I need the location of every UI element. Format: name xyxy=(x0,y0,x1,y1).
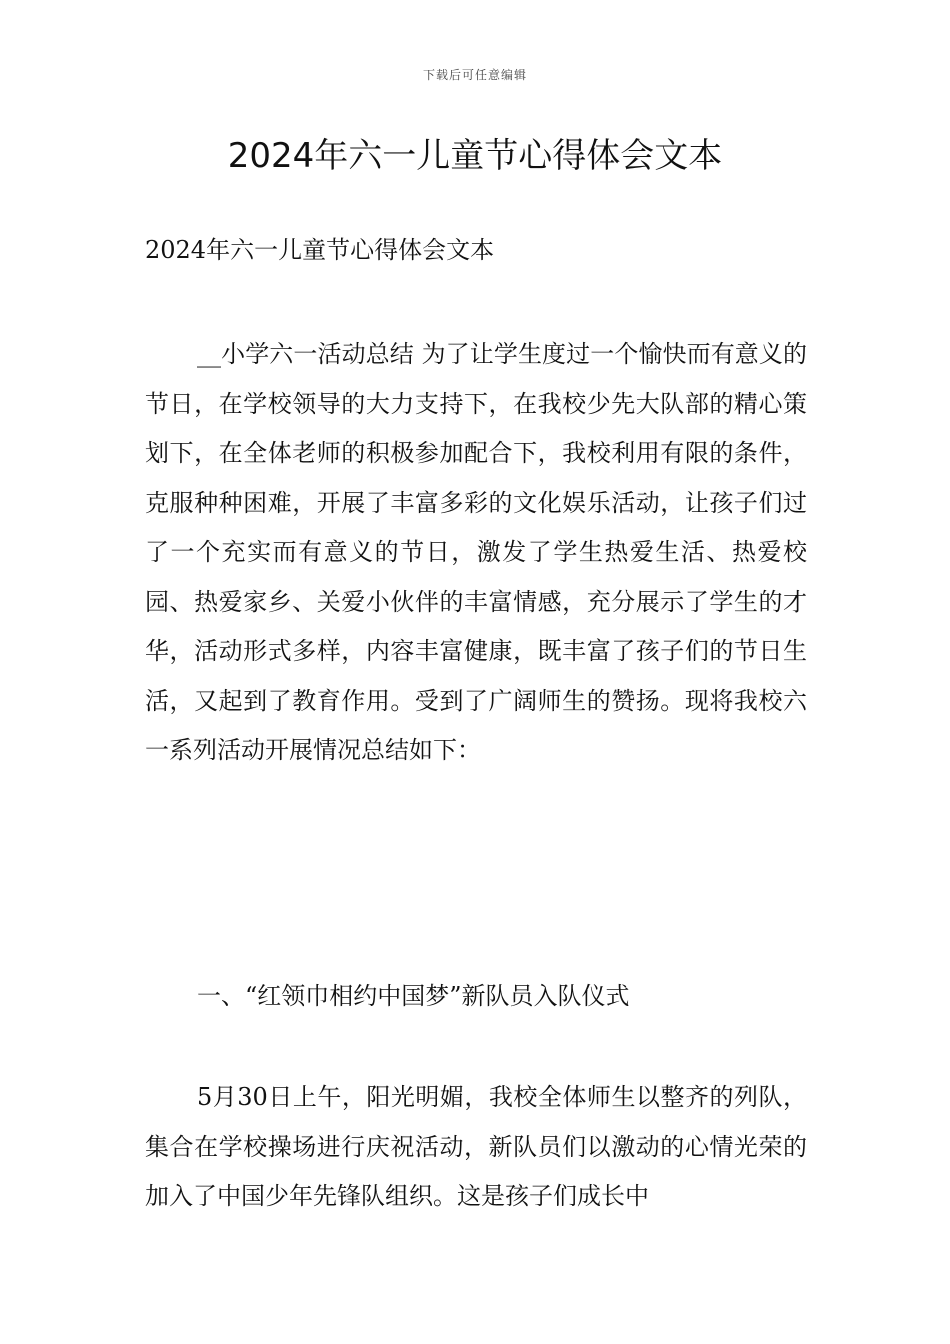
document-title: 2024年六一儿童节心得体会文本 xyxy=(227,136,723,176)
intro-paragraph: __小学六一活动总结 为了让学生度过一个愉快而有意义的节日，在学校领导的大力支持下，在我校少先大队部的精心策划下，在全体老师的积极参加配合下，我校利用有限的条件，克服种种困难，开展了丰富多彩的文化娱乐活动，让孩子们过了一个充实而有意义的节日，激发了学生热爱生活、热爱校园、热爱家乡、关爱小伙伴的丰富情感，充分展示了学生的才华，活动形式多样，内容丰富健康，既丰富了孩子们的节日生活，又起到了教育作用。受到了广阔师生的赞扬。现将我校六一系列活动开展情况总结如下： xyxy=(145,340,807,764)
header-note: 下载后可任意编辑 xyxy=(422,68,527,82)
document-subtitle: 2024年六一儿童节心得体会文本 xyxy=(145,236,495,264)
section-paragraph: 5月30日上午，阳光明媚，我校全体师生以整齐的列队，集合在学校操场进行庆祝活动，新队员们以激动的心情光荣的加入了中国少年先锋队组织。这是孩子们成长中 xyxy=(145,1083,807,1210)
section-heading: 一、“红领巾相约中国梦”新队员入队仪式 xyxy=(197,982,630,1010)
